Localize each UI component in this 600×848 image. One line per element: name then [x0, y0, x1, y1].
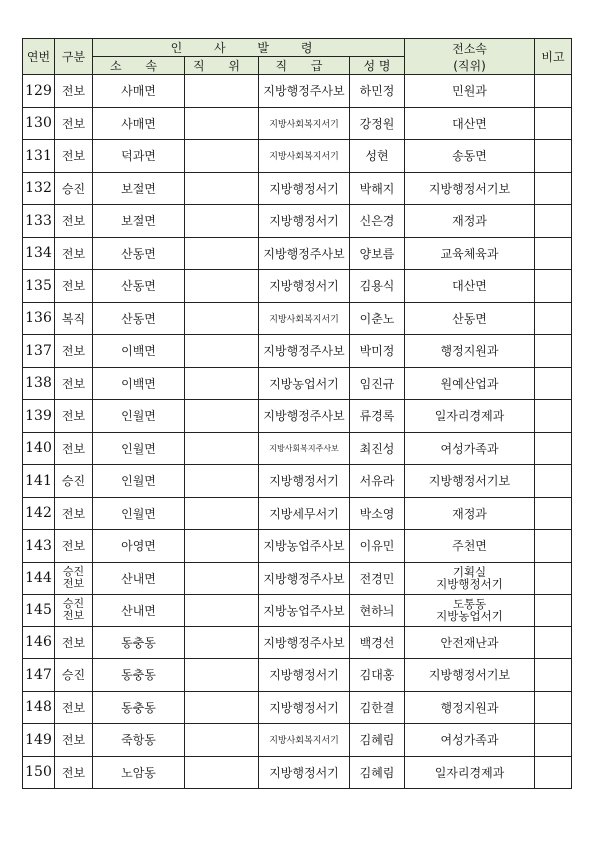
cell-prev: [405, 756, 535, 789]
cell-dept: 죽항동: [93, 724, 185, 757]
cell-dept: 동충동: [93, 626, 185, 659]
cell-kind: [55, 302, 93, 335]
cell-position: [185, 756, 259, 789]
cell-note: [535, 756, 572, 789]
cell-prev-line: 여성가족과: [440, 733, 499, 748]
table-row: [23, 724, 572, 757]
cell-name: 성현: [350, 140, 405, 173]
cell-dept: 이백면: [93, 335, 185, 368]
table-row: [23, 107, 572, 140]
cell-prev: [405, 400, 535, 433]
cell-no: 149: [23, 724, 55, 757]
cell-prev-line: 지방행정서기보: [428, 474, 511, 489]
cell-position: [185, 172, 259, 205]
cell-name: 임진규: [350, 367, 405, 400]
cell-grade: 지방행정주사보: [259, 400, 350, 433]
table-row: [23, 237, 572, 270]
cell-prev-line: 기획실: [452, 565, 487, 579]
cell-position: [185, 497, 259, 530]
cell-note: [535, 205, 572, 238]
cell-kind-line: 전보: [61, 409, 86, 424]
cell-dept: 이백면: [93, 367, 185, 400]
cell-grade: 지방행정서기: [259, 691, 350, 724]
table-row: [23, 172, 572, 205]
cell-kind-line: 승진: [62, 565, 85, 578]
cell-grade: 지방행정서기: [259, 465, 350, 498]
cell-note: [535, 107, 572, 140]
cell-prev-line: 민원과: [452, 84, 487, 99]
cell-dept: 아영면: [93, 530, 185, 563]
cell-prev-line: 주천면: [452, 539, 487, 554]
cell-kind-line: 승진: [62, 597, 85, 610]
cell-name: 류경록: [350, 400, 405, 433]
cell-name: 하민정: [350, 75, 405, 108]
cell-name: 백경선: [350, 626, 405, 659]
cell-dept: 노암동: [93, 756, 185, 789]
cell-prev-line: 일자리경제과: [434, 409, 505, 424]
cell-kind-line: 복직: [61, 311, 86, 326]
cell-prev: [405, 335, 535, 368]
header-prev: [405, 39, 535, 75]
cell-name: 강정원: [350, 107, 405, 140]
cell-no: 143: [23, 530, 55, 563]
cell-no: 141: [23, 465, 55, 498]
cell-name: 박미정: [350, 335, 405, 368]
cell-dept: 산동면: [93, 302, 185, 335]
cell-position: [185, 400, 259, 433]
cell-grade: 지방행정서기: [259, 659, 350, 692]
cell-name: 전경민: [350, 562, 405, 594]
cell-kind-line: 전보: [61, 700, 86, 715]
cell-name: 이유민: [350, 530, 405, 563]
cell-grade: 지방행정주사보: [259, 75, 350, 108]
cell-dept: 산동면: [93, 270, 185, 303]
cell-grade: 지방행정주사보: [259, 626, 350, 659]
cell-kind: [55, 237, 93, 270]
cell-prev: [405, 172, 535, 205]
table-row: [23, 626, 572, 659]
cell-kind-line: 전보: [62, 609, 85, 622]
cell-no: 145: [23, 594, 55, 626]
cell-note: [535, 140, 572, 173]
cell-prev-line: 원예산업과: [440, 376, 499, 391]
cell-kind: [55, 594, 93, 626]
cell-no: 134: [23, 237, 55, 270]
cell-prev-line: 재정과: [452, 214, 487, 229]
cell-name: 박소영: [350, 497, 405, 530]
cell-name: 최진성: [350, 432, 405, 465]
table-row: [23, 530, 572, 563]
cell-grade: 지방행정서기: [259, 756, 350, 789]
header-appointment-group: 인 사 발 령: [93, 39, 405, 57]
cell-no: 136: [23, 302, 55, 335]
cell-kind-line: 승진: [61, 668, 86, 683]
cell-no: 135: [23, 270, 55, 303]
cell-prev-line: 지방농업서기: [436, 609, 503, 623]
table-row: [23, 594, 572, 626]
cell-prev: [405, 237, 535, 270]
cell-note: [535, 237, 572, 270]
cell-name: 김한결: [350, 691, 405, 724]
cell-no: 146: [23, 626, 55, 659]
cell-no: 140: [23, 432, 55, 465]
header-name: 성 명: [350, 57, 405, 75]
cell-note: [535, 270, 572, 303]
cell-prev: [405, 432, 535, 465]
cell-kind: [55, 172, 93, 205]
cell-position: [185, 140, 259, 173]
cell-position: [185, 594, 259, 626]
cell-prev: [405, 659, 535, 692]
cell-kind: [55, 756, 93, 789]
cell-kind-line: 전보: [61, 539, 86, 554]
cell-prev: [405, 107, 535, 140]
cell-grade: 지방농업주사보: [259, 594, 350, 626]
cell-no: 130: [23, 107, 55, 140]
table-header: [23, 39, 572, 75]
cell-note: [535, 75, 572, 108]
cell-prev-line: 지방행정서기: [436, 577, 503, 591]
table-row: [23, 302, 572, 335]
cell-kind: [55, 140, 93, 173]
table-body: [23, 75, 572, 789]
cell-position: [185, 302, 259, 335]
table-row: [23, 562, 572, 594]
cell-grade: 지방행정서기: [259, 172, 350, 205]
cell-prev-line: 안전재난과: [440, 635, 499, 650]
cell-kind-line: 전보: [61, 765, 86, 780]
cell-prev-line: 지방행정서기보: [428, 668, 511, 683]
header-kind: 구분: [55, 39, 93, 75]
cell-grade: 지방행정주사보: [259, 562, 350, 594]
cell-dept: 인월면: [93, 497, 185, 530]
cell-prev-line: 대산면: [452, 116, 487, 131]
cell-kind: [55, 724, 93, 757]
cell-no: 137: [23, 335, 55, 368]
cell-dept: 사매면: [93, 75, 185, 108]
cell-kind-line: 승진: [61, 474, 86, 489]
cell-dept: 인월면: [93, 432, 185, 465]
cell-position: [185, 432, 259, 465]
cell-no: 147: [23, 659, 55, 692]
cell-kind-line: 전보: [61, 149, 86, 164]
table-row: [23, 140, 572, 173]
cell-position: [185, 626, 259, 659]
cell-note: [535, 172, 572, 205]
cell-grade: 지방사회복지서기: [259, 140, 350, 173]
cell-no: 144: [23, 562, 55, 594]
cell-kind-line: 전보: [61, 635, 86, 650]
table-row: [23, 75, 572, 108]
cell-kind-line: 전보: [61, 214, 86, 229]
cell-position: [185, 367, 259, 400]
cell-no: 139: [23, 400, 55, 433]
cell-prev: [405, 75, 535, 108]
cell-position: [185, 205, 259, 238]
cell-note: [535, 626, 572, 659]
cell-no: 131: [23, 140, 55, 173]
cell-kind-line: 전보: [61, 441, 86, 456]
cell-prev: [405, 270, 535, 303]
cell-dept: 산내면: [93, 594, 185, 626]
cell-kind: [55, 626, 93, 659]
cell-note: [535, 724, 572, 757]
cell-kind-line: 전보: [61, 344, 86, 359]
table-row: [23, 400, 572, 433]
table-row: [23, 432, 572, 465]
cell-prev: [405, 497, 535, 530]
cell-prev-line: 여성가족과: [440, 441, 499, 456]
cell-note: [535, 335, 572, 368]
cell-prev-line: 재정과: [452, 506, 487, 521]
cell-note: [535, 530, 572, 563]
table-row: [23, 497, 572, 530]
cell-name: 김용식: [350, 270, 405, 303]
cell-prev: [405, 724, 535, 757]
cell-note: [535, 691, 572, 724]
cell-grade: 지방사회복지서기: [259, 302, 350, 335]
cell-kind: [55, 75, 93, 108]
cell-dept: 보절면: [93, 172, 185, 205]
header-no: 연번: [23, 39, 55, 75]
cell-prev: [405, 626, 535, 659]
cell-name: 이춘노: [350, 302, 405, 335]
cell-prev-line: 대산면: [452, 279, 487, 294]
cell-position: [185, 724, 259, 757]
cell-prev: [405, 302, 535, 335]
table-row: [23, 205, 572, 238]
cell-kind-line: 전보: [61, 733, 86, 748]
cell-kind: [55, 432, 93, 465]
cell-note: [535, 659, 572, 692]
cell-prev-line: 지방행정서기보: [428, 181, 511, 196]
cell-prev-line: 행정지원과: [440, 344, 499, 359]
cell-position: [185, 75, 259, 108]
cell-kind: [55, 205, 93, 238]
personnel-roster-table: [22, 38, 572, 789]
cell-dept: 산동면: [93, 237, 185, 270]
cell-dept: 인월면: [93, 465, 185, 498]
cell-grade: 지방사회복지서기: [259, 107, 350, 140]
cell-kind: [55, 335, 93, 368]
cell-grade: 지방행정주사보: [259, 335, 350, 368]
cell-note: [535, 562, 572, 594]
table-row: [23, 367, 572, 400]
cell-note: [535, 400, 572, 433]
cell-kind-line: 전보: [61, 376, 86, 391]
cell-kind: [55, 465, 93, 498]
cell-name: 김대홍: [350, 659, 405, 692]
cell-name: 박해지: [350, 172, 405, 205]
cell-position: [185, 659, 259, 692]
header-prev-top: 전소속: [452, 41, 487, 56]
cell-name: 양보름: [350, 237, 405, 270]
cell-kind-line: 전보: [61, 506, 86, 521]
cell-kind: [55, 691, 93, 724]
cell-kind: [55, 497, 93, 530]
table-row: [23, 270, 572, 303]
cell-prev: [405, 691, 535, 724]
table-row: [23, 756, 572, 789]
cell-position: [185, 237, 259, 270]
header-grade: 직 급: [259, 57, 350, 75]
cell-dept: 동충동: [93, 659, 185, 692]
cell-prev-line: 산동면: [452, 311, 487, 326]
cell-prev-line: 교육체육과: [440, 246, 499, 261]
cell-note: [535, 432, 572, 465]
cell-kind-line: 전보: [62, 577, 85, 590]
header-dept: 소 속: [93, 57, 185, 75]
cell-prev-line: 행정지원과: [440, 700, 499, 715]
cell-prev: [405, 465, 535, 498]
cell-prev-line: 도통동: [452, 597, 487, 611]
cell-kind: [55, 400, 93, 433]
cell-name: 서유라: [350, 465, 405, 498]
cell-note: [535, 302, 572, 335]
cell-no: 150: [23, 756, 55, 789]
cell-note: [535, 497, 572, 530]
cell-kind-line: 전보: [61, 116, 86, 131]
header-prev-bottom: (직위): [453, 58, 486, 73]
cell-grade: 지방농업서기: [259, 367, 350, 400]
cell-kind: [55, 562, 93, 594]
cell-prev: [405, 367, 535, 400]
cell-no: 142: [23, 497, 55, 530]
cell-position: [185, 530, 259, 563]
cell-dept: 보절면: [93, 205, 185, 238]
cell-no: 148: [23, 691, 55, 724]
table-row: [23, 691, 572, 724]
cell-dept: 덕과면: [93, 140, 185, 173]
cell-grade: 지방농업주사보: [259, 530, 350, 563]
cell-note: [535, 367, 572, 400]
cell-prev: [405, 594, 535, 626]
cell-name: 신은경: [350, 205, 405, 238]
cell-grade: 지방사회복지서기: [259, 724, 350, 757]
cell-dept: 산내면: [93, 562, 185, 594]
cell-position: [185, 107, 259, 140]
cell-grade: 지방세무서기: [259, 497, 350, 530]
cell-name: 김혜림: [350, 756, 405, 789]
cell-position: [185, 562, 259, 594]
cell-no: 138: [23, 367, 55, 400]
table-row: [23, 659, 572, 692]
cell-kind: [55, 270, 93, 303]
cell-prev: [405, 140, 535, 173]
cell-kind: [55, 530, 93, 563]
cell-dept: 인월면: [93, 400, 185, 433]
cell-no: 129: [23, 75, 55, 108]
cell-kind-line: 전보: [61, 246, 86, 261]
cell-kind: [55, 659, 93, 692]
cell-kind: [55, 367, 93, 400]
cell-prev: [405, 562, 535, 594]
table-row: [23, 335, 572, 368]
cell-prev: [405, 530, 535, 563]
cell-grade: 지방행정서기: [259, 270, 350, 303]
cell-kind-line: 전보: [61, 84, 86, 99]
table-row: [23, 465, 572, 498]
cell-grade: 지방행정주사보: [259, 237, 350, 270]
cell-position: [185, 691, 259, 724]
cell-dept: 동충동: [93, 691, 185, 724]
cell-prev: [405, 205, 535, 238]
header-pos: 직 위: [185, 57, 259, 75]
cell-position: [185, 335, 259, 368]
cell-note: [535, 465, 572, 498]
cell-no: 133: [23, 205, 55, 238]
cell-grade: 지방사회복지주사보: [259, 432, 350, 465]
cell-kind-line: 승진: [61, 181, 86, 196]
cell-position: [185, 270, 259, 303]
cell-kind-line: 전보: [61, 279, 86, 294]
cell-prev-line: 일자리경제과: [434, 765, 505, 780]
cell-position: [185, 465, 259, 498]
cell-dept: 사매면: [93, 107, 185, 140]
cell-grade: 지방행정서기: [259, 205, 350, 238]
header-note: 비고: [535, 39, 572, 75]
cell-name: 김혜림: [350, 724, 405, 757]
cell-note: [535, 594, 572, 626]
cell-kind: [55, 107, 93, 140]
cell-prev-line: 송동면: [452, 149, 487, 164]
cell-no: 132: [23, 172, 55, 205]
cell-name: 현하늬: [350, 594, 405, 626]
